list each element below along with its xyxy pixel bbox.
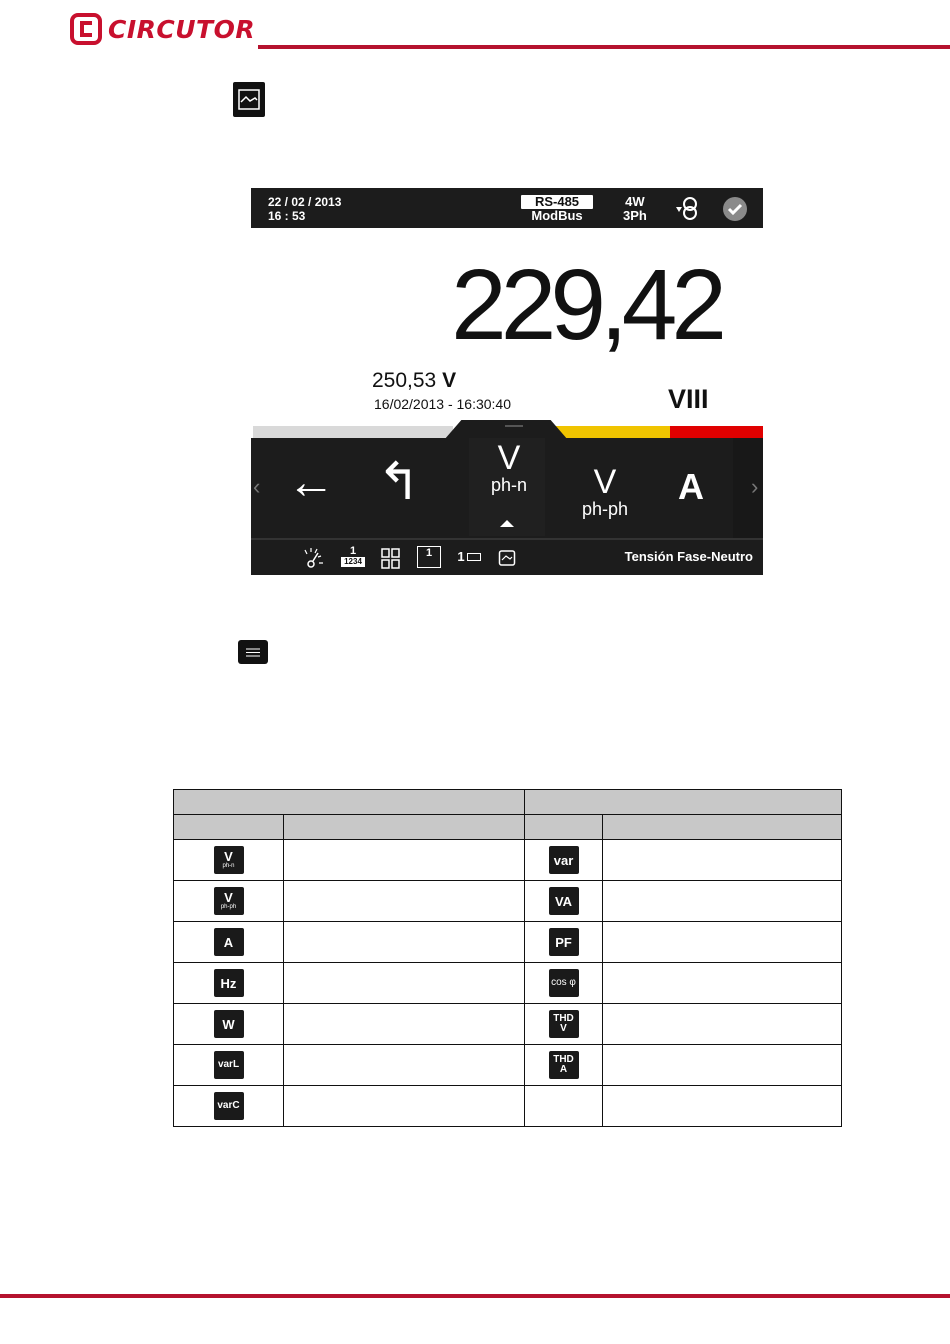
wiring-line-1: 4W: [625, 194, 645, 209]
circutor-logo-icon: [70, 13, 102, 45]
cos-phi-badge-icon: cos φ: [549, 969, 579, 997]
var-badge-icon: var: [549, 846, 579, 874]
footer-rule: [0, 1294, 950, 1298]
current-button[interactable]: A: [678, 466, 704, 507]
w-badge-icon: W: [214, 1010, 244, 1038]
phase-select-sub: 1234: [341, 557, 365, 567]
desc-cell: [284, 963, 525, 1004]
v-phn-sub: ph-n: [490, 475, 528, 495]
max-value: 250,53: [372, 369, 437, 392]
empty-icon-cell: [525, 1086, 603, 1127]
a-badge-icon: A: [214, 928, 244, 956]
level-bar-grey: [253, 426, 453, 438]
tab-handle: [505, 425, 523, 427]
time: 16 : 53: [268, 209, 306, 223]
comm-port: RS-485: [521, 195, 593, 209]
single-view-icon[interactable]: [417, 546, 441, 568]
right-edge: [733, 438, 763, 538]
waveform-icon[interactable]: [498, 546, 516, 570]
desc-cell: [284, 922, 525, 963]
desc-cell: [603, 1045, 842, 1086]
desc-cell: [603, 881, 842, 922]
desc-cell: [603, 1004, 842, 1045]
brand-name: CIRCUTOR: [108, 14, 256, 44]
header-cell-right: [525, 790, 842, 815]
max-date: 16/02/2013 - 16:30:40: [374, 396, 512, 412]
selected-tab-notch: [444, 420, 568, 440]
chart-icon: [233, 82, 265, 117]
date: 22 / 02 / 2013: [268, 195, 342, 209]
measurement-category: VIII: [668, 384, 709, 414]
single-view-label: 1: [425, 547, 433, 559]
header-icon-col-2: [525, 815, 603, 840]
back-arrow-button[interactable]: ←: [287, 456, 335, 509]
thd-a-badge-icon: THD A: [549, 1051, 579, 1079]
datetime: [268, 195, 341, 223]
phase-select-top: 1: [349, 545, 357, 557]
phase-select-icon[interactable]: [341, 546, 365, 570]
table-header-2: [174, 815, 842, 840]
table-row: [174, 1045, 842, 1086]
status-bar: [251, 188, 763, 228]
comm-protocol: ModBus: [531, 208, 583, 223]
v-phase-phase-button[interactable]: [573, 464, 637, 518]
v-phph-sub: ph-ph: [581, 499, 629, 519]
hz-badge-icon: Hz: [214, 969, 244, 997]
wiring-status: [623, 195, 647, 223]
main-reading: 229,42: [451, 249, 721, 361]
header-icon-col-1: [174, 815, 284, 840]
one-line-icon[interactable]: [456, 546, 482, 570]
comm-status: [521, 195, 593, 223]
table-header-1: [174, 790, 842, 815]
icon-table: [173, 789, 842, 1127]
desc-cell: [284, 881, 525, 922]
desc-cell: [284, 1004, 525, 1045]
max-unit: V: [442, 369, 457, 392]
table-row: [174, 1004, 842, 1045]
varl-badge-icon: varL: [214, 1051, 244, 1079]
up-arrow-icon: [500, 520, 514, 527]
transformer-icon: [674, 195, 700, 221]
table-row: [174, 922, 842, 963]
header-desc-col-2: [603, 815, 842, 840]
quad-view-icon[interactable]: [380, 546, 402, 570]
desc-cell: [284, 1045, 525, 1086]
v-phph-badge-icon: V ph-ph: [214, 887, 244, 915]
device-display: [251, 188, 763, 573]
v-phn-badge-icon: V ph-n: [214, 846, 244, 874]
function-bar: [251, 538, 763, 575]
ok-check-icon: [723, 197, 747, 221]
v-phph-symbol: V: [593, 463, 617, 501]
table-row: [174, 840, 842, 881]
desc-cell: [284, 1086, 525, 1127]
wiring-line-2: 3Ph: [623, 208, 647, 223]
menu-icon: [238, 640, 268, 664]
max-reading: [372, 369, 456, 393]
table-row: [174, 881, 842, 922]
desc-cell: [603, 840, 842, 881]
level-bar-yellow: [551, 426, 670, 438]
desc-cell: [603, 963, 842, 1004]
return-button[interactable]: ↰: [377, 453, 421, 511]
screen-label: Tensión Fase-Neutro: [624, 549, 753, 564]
backlight-icon[interactable]: [301, 546, 329, 570]
varc-badge-icon: varC: [214, 1092, 244, 1120]
v-phn-symbol: V: [497, 439, 521, 477]
table-row: [174, 963, 842, 1004]
header-cell-left: [174, 790, 525, 815]
prev-chevron-icon[interactable]: ‹: [253, 474, 261, 499]
va-badge-icon: VA: [549, 887, 579, 915]
pf-badge-icon: PF: [549, 928, 579, 956]
desc-cell: [284, 840, 525, 881]
table-row: [174, 1086, 842, 1127]
desc-cell: [603, 1086, 842, 1127]
one-line-label: 1: [457, 549, 465, 564]
desc-cell: [603, 922, 842, 963]
thd-v-badge-icon: THD V: [549, 1010, 579, 1038]
header-desc-col-1: [284, 815, 525, 840]
v-phase-neutral-button[interactable]: [477, 440, 541, 494]
brand-logo: [70, 12, 255, 46]
level-bar-red: [670, 426, 763, 438]
next-chevron-icon[interactable]: ›: [751, 474, 759, 499]
header-rule: [258, 45, 950, 49]
